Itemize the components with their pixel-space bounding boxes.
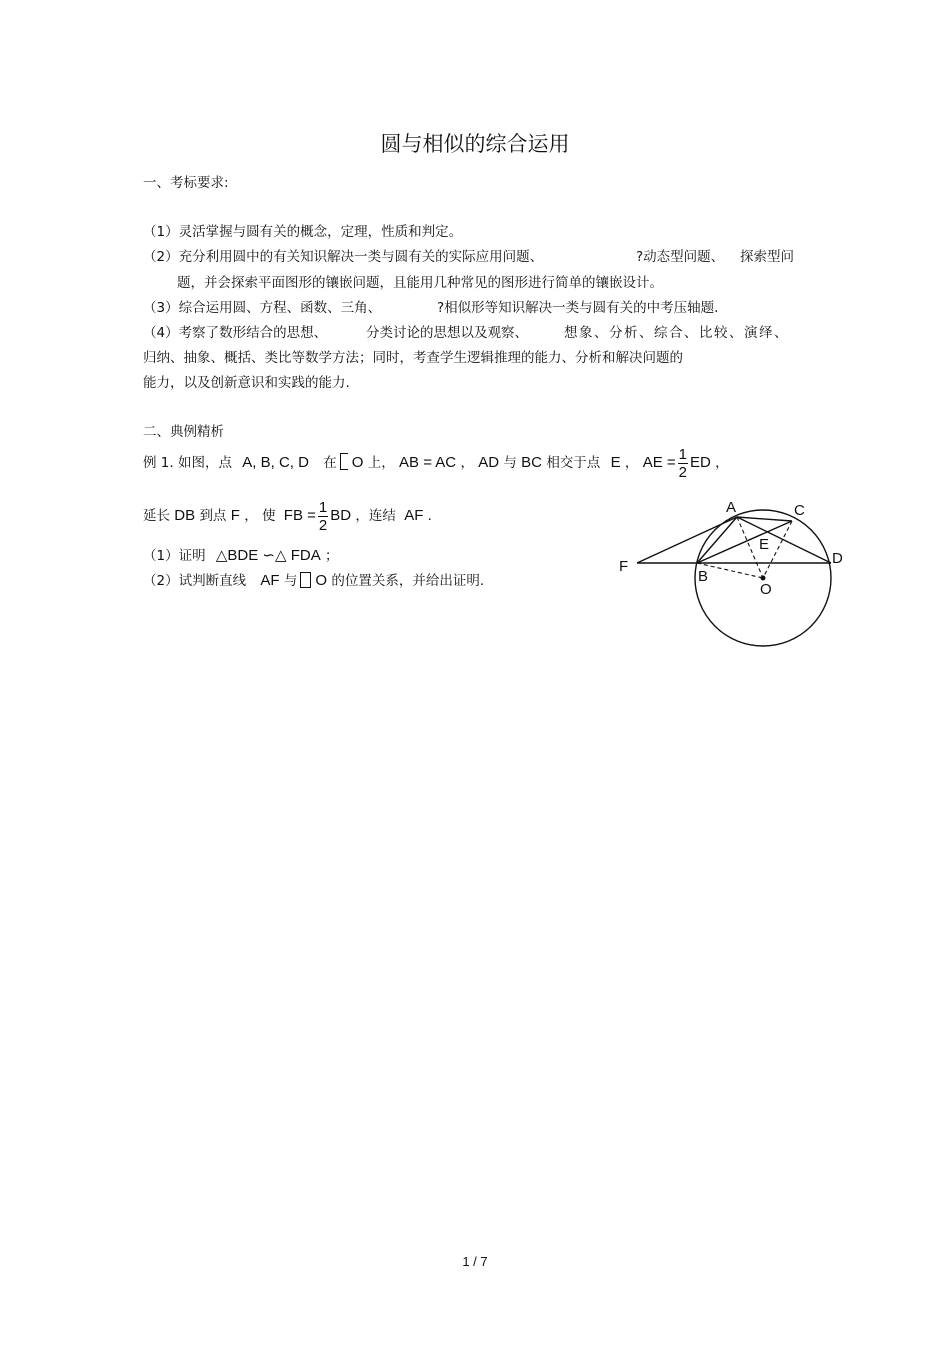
comma: ，	[460, 455, 474, 471]
requirement-item-1: （1）灵活掌握与圆有关的概念，定理，性质和判定。	[143, 224, 463, 240]
fraction-denominator: 2	[318, 516, 328, 534]
equation-fb: FB =	[283, 507, 316, 524]
requirement-item-4-a: （4）考察了数形结合的思想、	[143, 325, 328, 341]
segment-ad: AD	[478, 454, 500, 471]
fraction-one-half	[318, 499, 328, 534]
requirement-item-4-c: 想象、分析、综合、比较、演绎、	[564, 325, 789, 341]
question-1-prefix: （1）证明	[143, 548, 206, 564]
line-cb	[697, 521, 792, 563]
question-2	[143, 569, 484, 589]
word-extend: 延长	[143, 508, 170, 524]
word-make: 使	[262, 508, 276, 524]
example-1-line-1	[143, 443, 729, 483]
example-label: 例 1. 如图，点	[143, 455, 232, 471]
page-title: 圆与相似的综合运用	[380, 132, 570, 156]
question-2-line-af: AF	[260, 572, 280, 589]
label-o: O	[760, 581, 772, 598]
label-d: D	[832, 550, 843, 567]
question-2-suffix: 的位置关系，并给出证明.	[331, 573, 485, 589]
fraction-numerator: 1	[678, 445, 687, 463]
question-1-statement: △BDE ∽△ FDA	[215, 547, 321, 564]
requirement-item-3-a: （3）综合运用圆、方程、函数、三角、	[143, 300, 382, 316]
question-1	[143, 544, 339, 564]
word-to-point: 到点	[199, 508, 227, 524]
page-number: 1 / 7	[462, 1254, 488, 1269]
fraction-one-half	[678, 446, 688, 481]
section-heading-examples: 二、典例精析	[143, 424, 224, 440]
label-c: C	[794, 502, 805, 519]
word-yu: 与	[503, 455, 517, 471]
comma: ，	[244, 508, 258, 524]
section-heading-requirements: 一、考标要求:	[143, 175, 229, 191]
segment-db: DB	[174, 507, 196, 524]
requirement-item-2-a: （2）充分利用圆中的有关知识解决一类与圆有关的实际应用问题、	[143, 249, 544, 265]
circle-symbol	[340, 453, 348, 470]
requirement-item-4-e: 能力，以及创新意识和实践的能力.	[143, 375, 350, 391]
requirement-item-2-b: ?动态型问题、	[636, 249, 725, 265]
word-shang: 上，	[367, 455, 395, 471]
figure-solid-lines	[637, 517, 831, 563]
label-e: E	[759, 536, 770, 553]
requirement-item-2-c: 探索型问	[740, 249, 794, 265]
line-ab	[697, 517, 737, 563]
equation-ae: AE =	[642, 454, 676, 471]
label-a: A	[726, 499, 737, 516]
segment-bd: BD	[330, 507, 352, 524]
points-abcd: A, B, C, D	[242, 454, 309, 471]
question-2-with: 与	[283, 573, 298, 589]
label-b: B	[698, 568, 709, 585]
point-e: E	[610, 454, 621, 471]
question-2-prefix: （2）试判断直线	[143, 573, 247, 589]
label-f: F	[619, 558, 629, 575]
example-1-line-2	[143, 496, 432, 536]
fraction-denominator: 2	[678, 463, 687, 481]
requirement-item-3-b: ?相似形等知识解决一类与圆有关的中考压轴题.	[437, 300, 719, 316]
word-zai: 在	[323, 455, 337, 471]
point-f: F	[230, 507, 240, 524]
question-1-suffix: ；	[325, 548, 339, 564]
fraction-numerator: 1	[318, 498, 328, 516]
segment-af: AF	[404, 507, 424, 524]
geometry-figure	[610, 490, 860, 660]
word-connect: ，连结	[355, 508, 396, 524]
circle-symbol	[300, 572, 311, 588]
question-2-circle-o: O	[315, 572, 328, 589]
line-fa	[637, 517, 737, 563]
center-point-o	[761, 576, 766, 581]
comma: ，	[624, 455, 639, 471]
segment-ed: ED	[690, 454, 711, 471]
period: .	[427, 507, 432, 524]
circle-o-label: O	[351, 454, 364, 471]
requirement-item-4-d: 归纳、抽象、概括、类比等数学方法；同时，考查学生逻辑推理的能力、分析和解决问题的	[143, 350, 683, 366]
comma: ，	[715, 455, 729, 471]
segment-bc: BC	[521, 454, 543, 471]
word-intersect: 相交于点	[546, 455, 601, 471]
equation-ab-ac: AB = AC	[399, 454, 457, 471]
requirement-item-2-d: 题，并会探索平面图形的镶嵌问题，且能用几种常见的图形进行简单的镶嵌设计。	[177, 275, 663, 291]
requirement-item-4-b: 分类讨论的思想以及观察、	[366, 325, 528, 341]
